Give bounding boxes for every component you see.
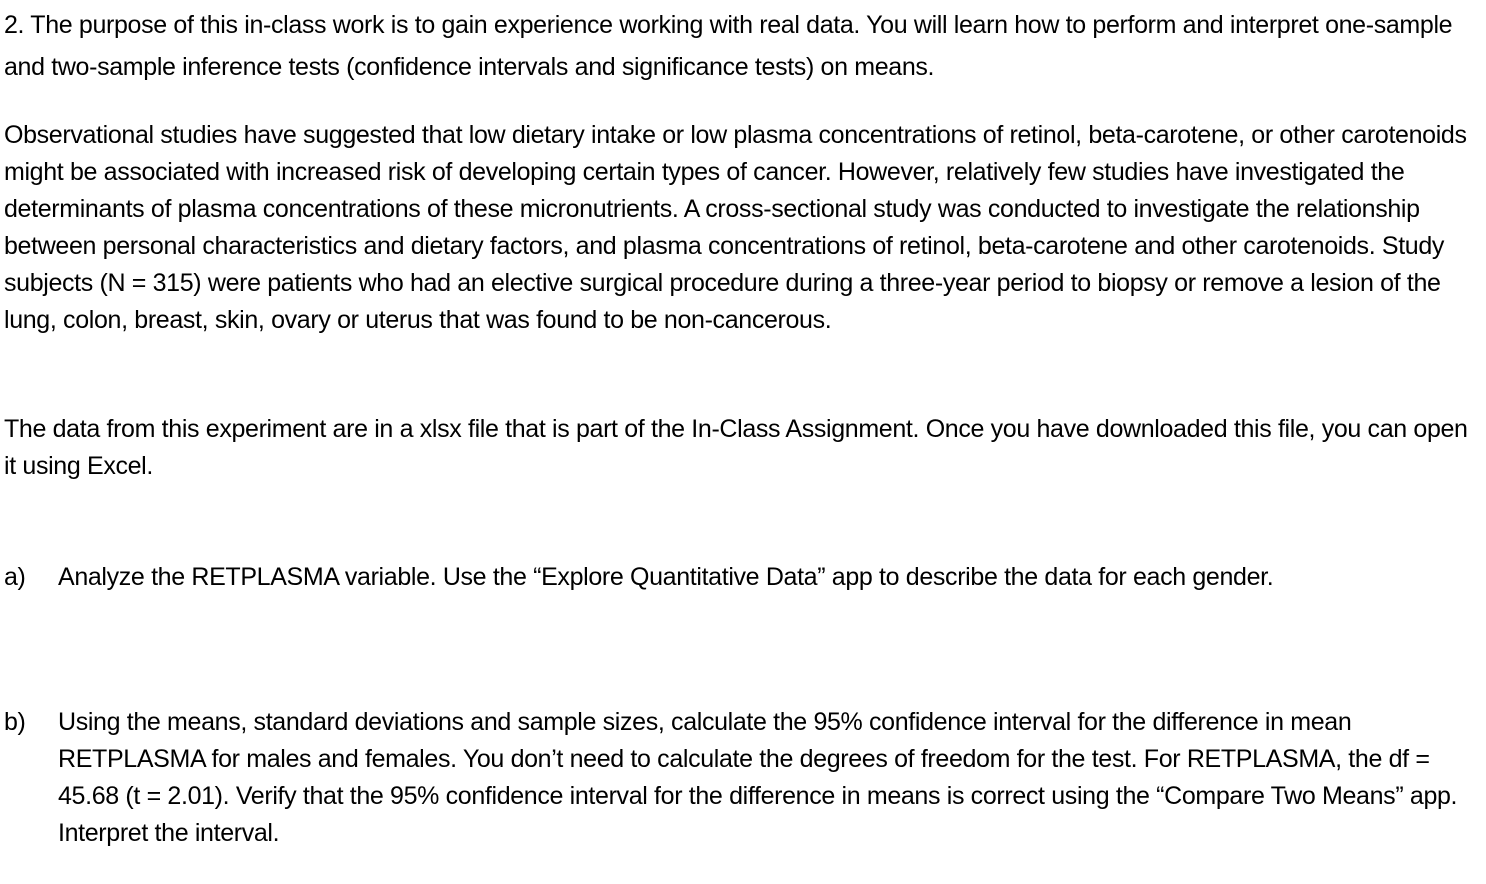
question-letter-a: a) xyxy=(4,563,26,591)
question-item-a xyxy=(4,559,1474,596)
question-item-b xyxy=(4,704,1474,852)
background-paragraph: Observational studies have suggested that low dietary intake or low plasma concentrations of retinol, beta-carotene, or other carotenoids might be associated with increased risk of developing certain types of cancer. However, relatively few studies have investigated the determinants of plasma concentrations of these micronutrients. A cross-sectional study was conducted to investigate the relationship between personal characteristics and dietary factors, and plasma concentrations of retinol, beta-carotene and other carotenoids. Study subjects (N = 315) were patients who had an elective surgical procedure during a three-year period to biopsy or remove a lesion of the lung, colon, breast, skin, ovary or uterus that was found to be non-cancerous. xyxy=(4,121,1467,334)
question-letter-b: b) xyxy=(4,708,26,736)
question-text-a: Analyze the RETPLASMA variable. Use the “Explore Quantitative Data” app to describe the data for each gender. xyxy=(58,563,1274,591)
question-text-b: Using the means, standard deviations and sample sizes, calculate the 95% confidence interval for the difference in mean RETPLASMA for males and females. You don’t need to calculate the degrees of freedom for the test. For RETPLASMA, the df = 45.68 (t = 2.01). Verify that the 95% confidence interval for the difference in means is correct using the “Compare Two Means” app. Interpret the interval. xyxy=(58,708,1458,847)
intro-paragraph: 2. The purpose of this in-class work is to gain experience working with real data. You will learn how to perform and interpret one-sample and two-sample inference tests (confidence intervals and significance tests) on means. xyxy=(4,11,1453,81)
data-note-paragraph: The data from this experiment are in a xlsx file that is part of the In-Class Assignment. Once you have downloaded this file, you can open it using Excel. xyxy=(4,415,1468,480)
